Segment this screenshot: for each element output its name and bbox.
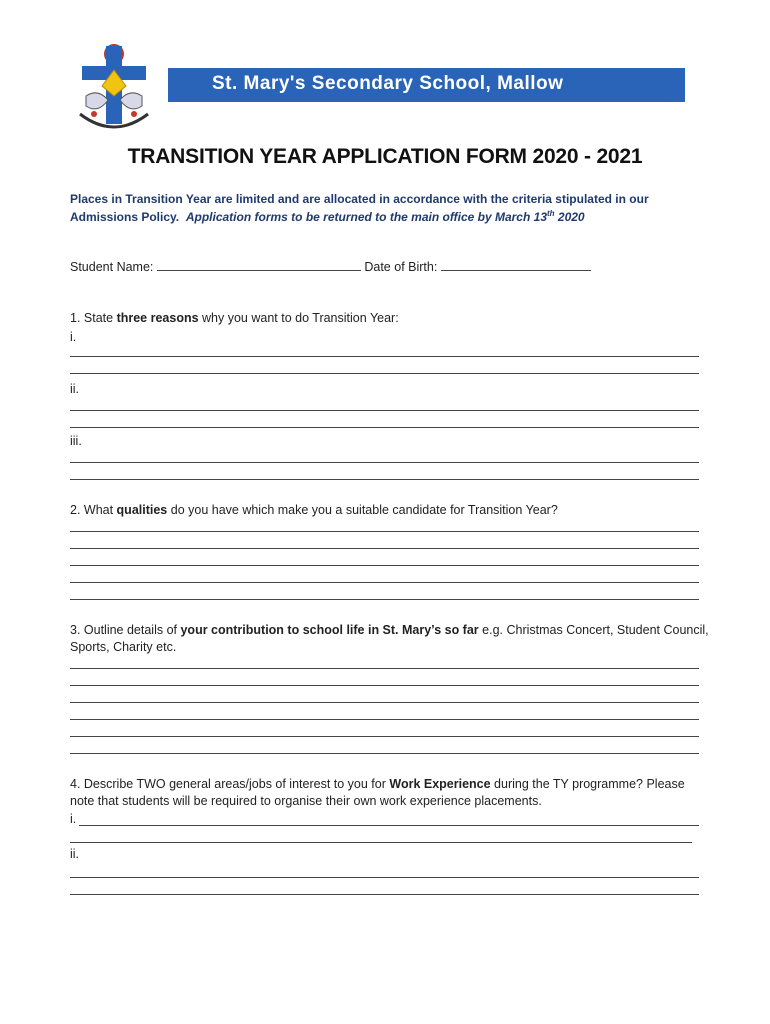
q3-prefix: 3. Outline details of	[70, 623, 181, 637]
answer-line[interactable]	[70, 356, 699, 357]
q3-bold: your contribution to school life in St. Mary’s so far	[180, 623, 479, 637]
answer-line[interactable]	[70, 531, 699, 532]
q4-bold: Work Experience	[389, 777, 491, 791]
q1-item-iii: iii.	[70, 434, 82, 448]
answer-line[interactable]	[79, 825, 699, 826]
answer-line[interactable]	[70, 410, 699, 411]
answer-line[interactable]	[70, 877, 699, 878]
intro-line-2	[70, 208, 710, 226]
answer-line[interactable]	[70, 685, 699, 686]
answer-line[interactable]	[70, 719, 699, 720]
answer-line[interactable]	[70, 753, 699, 754]
answer-line[interactable]	[70, 373, 699, 374]
answer-line[interactable]	[70, 668, 699, 669]
q4-suffix: during the TY programme? Please note that students will be required to organise their own work experience placements.	[70, 777, 685, 808]
q3-suffix: e.g. Christmas Concert, Student Council, Sports, Charity etc.	[70, 623, 709, 654]
page-title: TRANSITION YEAR APPLICATION FORM 2020 - 2021	[127, 145, 643, 168]
q2-suffix: do you have which make you a suitable candidate for Transition Year?	[167, 503, 558, 517]
question-3	[70, 622, 710, 656]
school-crest-icon	[68, 40, 160, 136]
q4-item-i: i.	[70, 812, 77, 826]
q1-item-ii: ii.	[70, 382, 80, 396]
answer-line[interactable]	[70, 736, 699, 737]
question-1	[70, 310, 710, 327]
question-4	[70, 776, 710, 810]
q1-prefix: 1. State	[70, 311, 117, 325]
q4-prefix: 4. Describe TWO general areas/jobs of interest to you for	[70, 777, 390, 791]
answer-line[interactable]	[70, 582, 699, 583]
intro-line-1: Places in Transition Year are limited and are allocated in accordance with the criteria stipulated in our	[70, 192, 649, 206]
q4-item-ii: ii.	[70, 847, 80, 861]
q1-bold: three reasons	[116, 311, 199, 325]
answer-line[interactable]	[70, 565, 699, 566]
q1-item-i: i.	[70, 330, 77, 344]
intro-deadline-main: Application forms to be returned to the main office by March 13	[185, 210, 547, 224]
answer-line[interactable]	[70, 894, 699, 895]
answer-line[interactable]	[70, 842, 692, 843]
intro-policy-text: Admissions Policy.	[70, 210, 180, 224]
school-name: St. Mary's Secondary School, Mallow	[212, 73, 564, 94]
answer-line[interactable]	[70, 599, 699, 600]
answer-line[interactable]	[70, 427, 699, 428]
answer-line[interactable]	[70, 462, 699, 463]
dob-label: Date of Birth:	[364, 260, 438, 274]
intro-paragraph	[70, 190, 710, 226]
student-name-label: Student Name:	[70, 260, 154, 274]
q1-suffix: why you want to do Transition Year:	[198, 311, 399, 325]
answer-line[interactable]	[70, 702, 699, 703]
q2-prefix: 2. What	[70, 503, 117, 517]
student-name-field[interactable]	[157, 258, 361, 271]
answer-line[interactable]	[70, 548, 699, 549]
intro-deadline-sup: th	[547, 209, 555, 218]
answer-line[interactable]	[70, 479, 699, 480]
school-banner	[168, 68, 685, 102]
question-2	[70, 502, 710, 519]
intro-deadline-text	[186, 210, 585, 224]
student-info-row	[70, 258, 591, 274]
intro-deadline-year: 2020	[554, 210, 585, 224]
dob-field[interactable]	[441, 258, 591, 271]
q2-bold: qualities	[116, 503, 168, 517]
